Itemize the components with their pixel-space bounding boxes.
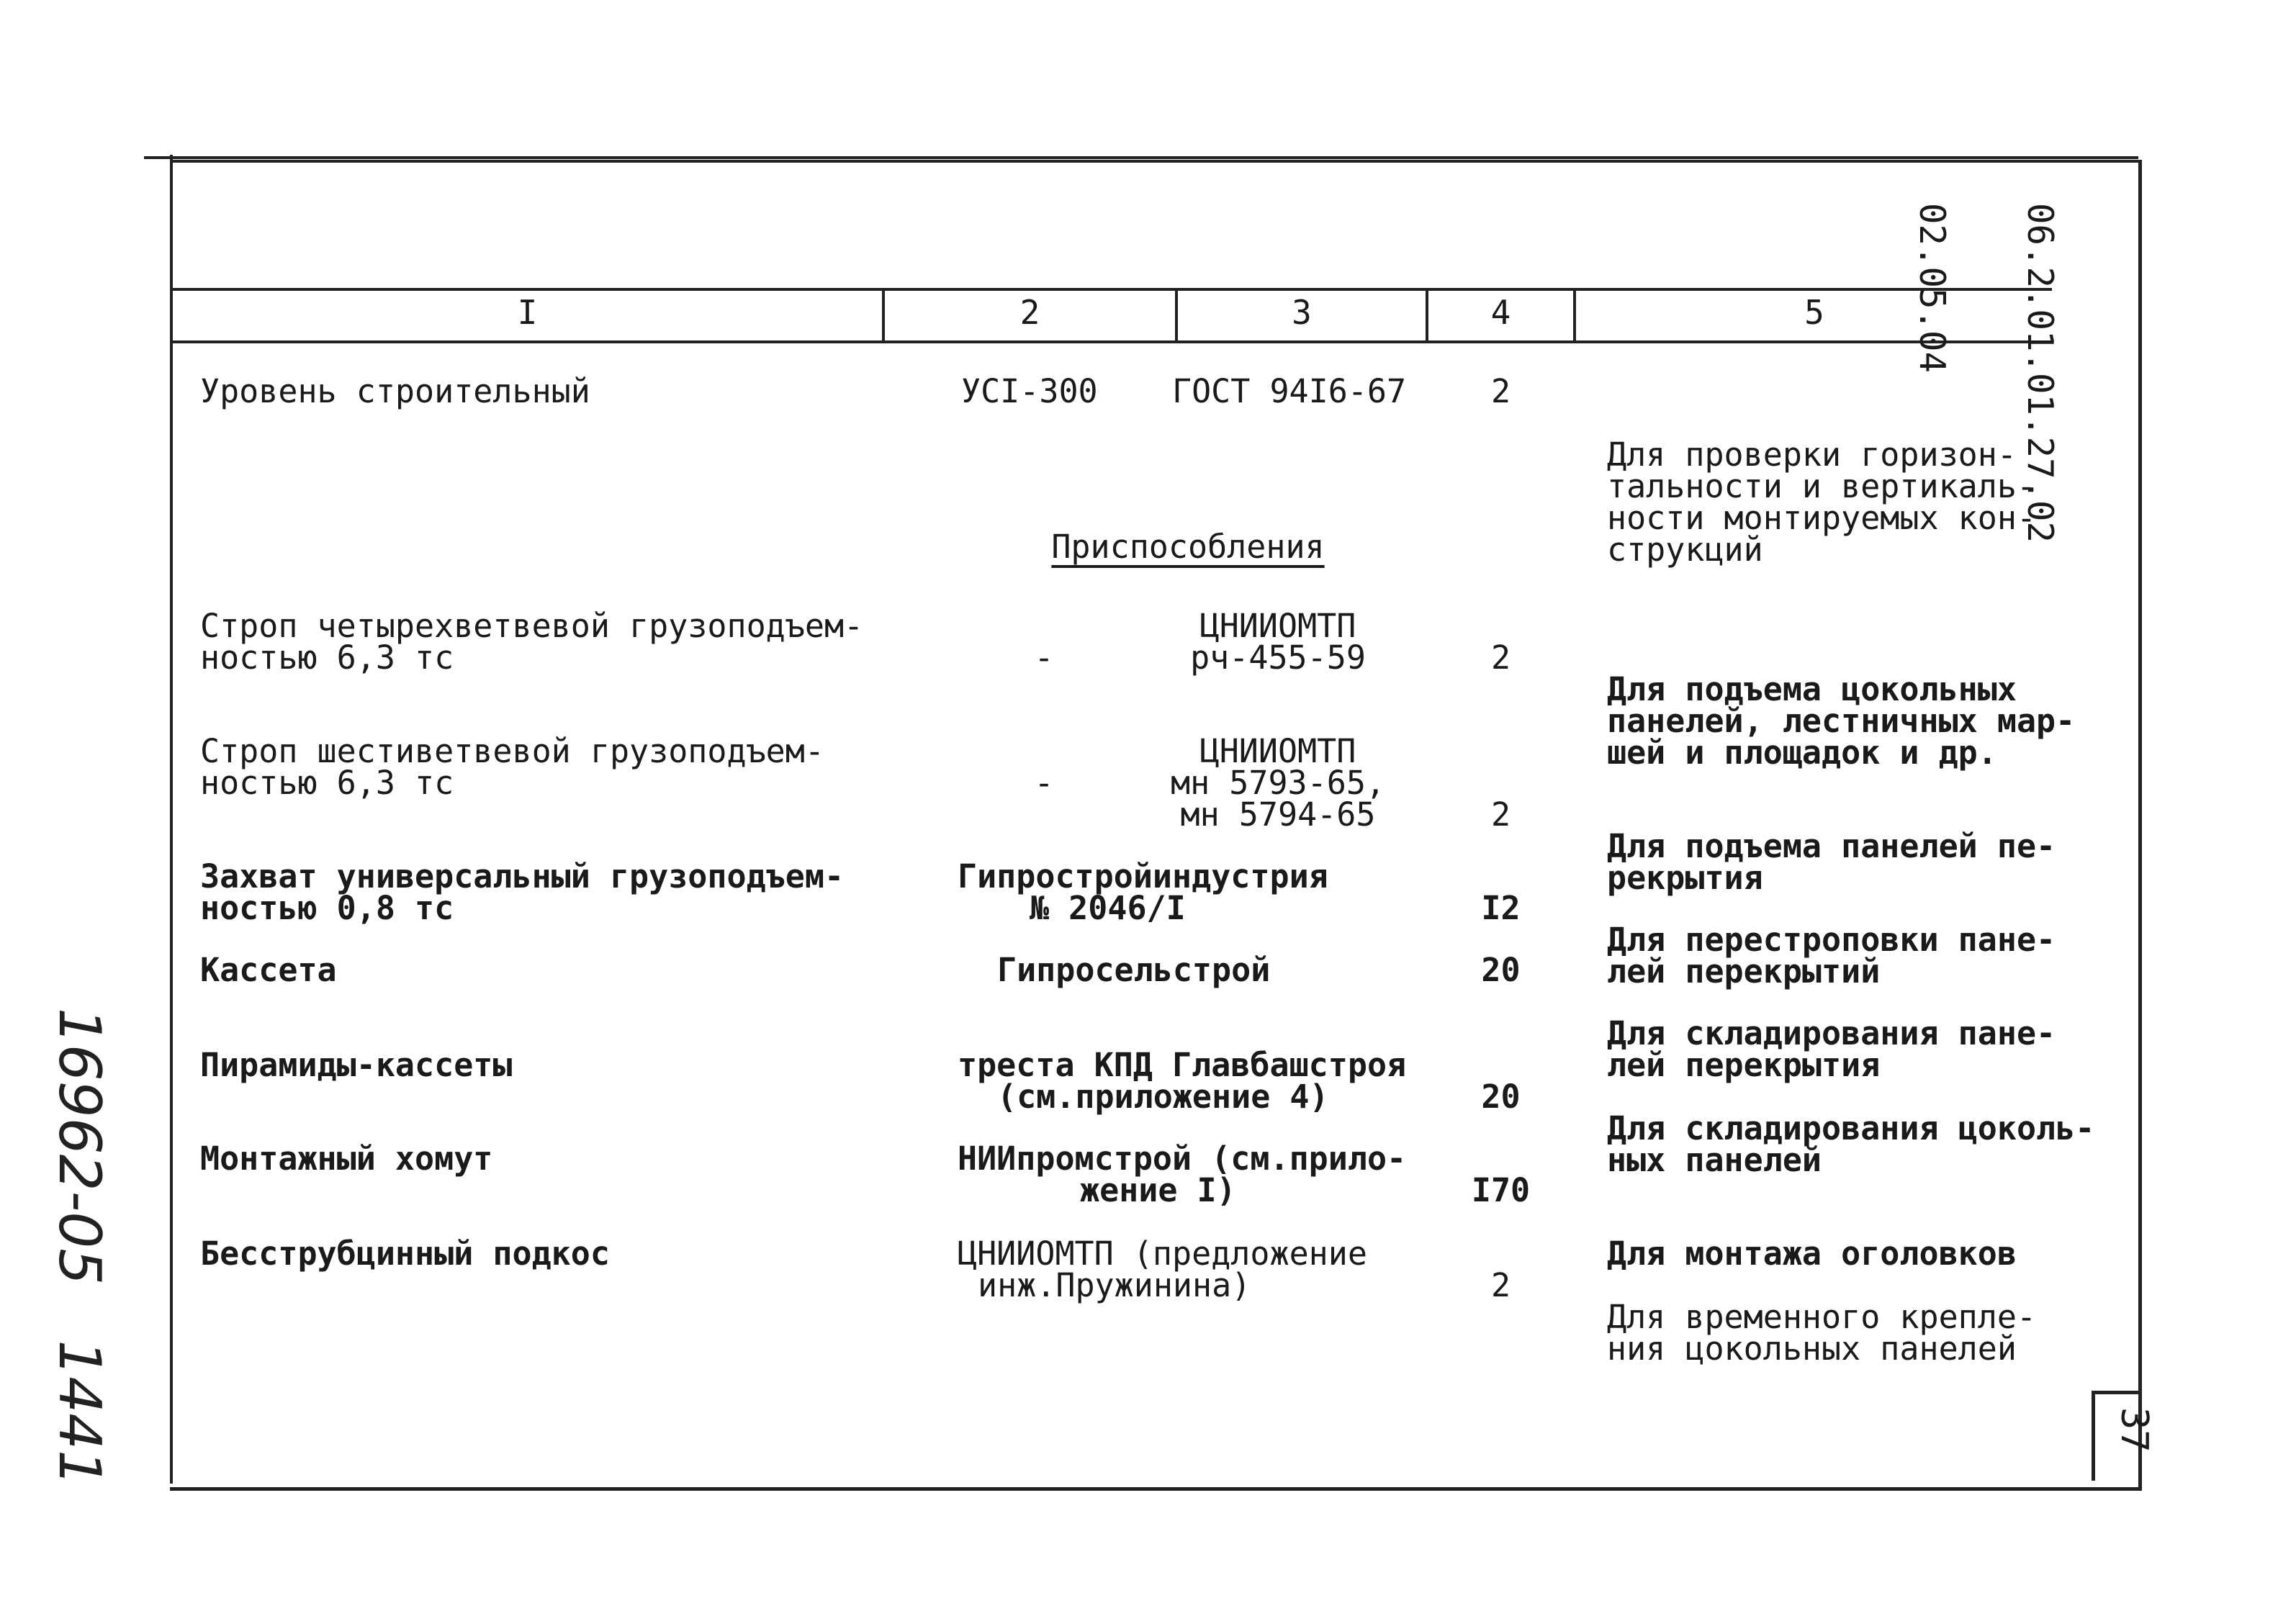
row-7-supplier: НИИпромстрой (см.прило- жение I) [958, 1139, 1407, 1209]
row-6-purpose: Для складирования цоколь- ных панелей [1607, 1109, 2095, 1179]
row-1-doc: ГОСТ 94I6-67 [1172, 372, 1407, 410]
row-2-name: Строп четырехветвевой грузоподъем- ностью 6,3 тс [200, 607, 864, 677]
row-1-name: Уровень строительный [200, 372, 590, 410]
row-3-name: Строп шестиветвевой грузоподъем- ностью 6,3 тс [200, 732, 824, 802]
top-rule [144, 156, 2138, 159]
row-8-qty: 2 [1490, 1266, 1511, 1304]
row-6-qty: 20 [1481, 1078, 1521, 1116]
header-col-1: I [517, 293, 538, 332]
row-8-name: Бесструбцинный подкос [200, 1234, 610, 1273]
archive-number: 16962-05 1441 [46, 1008, 113, 1487]
row-6-supplier: треста КПД Главбашстроя (см.приложение 4) [958, 1046, 1407, 1116]
row-3-purpose: Для подъема панелей пе- рекрытия [1607, 827, 2056, 897]
row-7-purpose: Для монтажа оголовков [1607, 1234, 2017, 1273]
row-4-supplier: Гипростройиндустрия № 2046/I [958, 857, 1328, 927]
header-col-4: 4 [1490, 293, 1511, 332]
document-code-line-2: 02.05.04 [1912, 203, 1953, 374]
row-2-doc: ЦНИИОМТП рч-455-59 [1190, 607, 1366, 677]
row-3-doc: ЦНИИОМТП мн 5793-65, мн 5794-65 [1170, 732, 1385, 834]
page-number-box [2092, 1391, 2156, 1481]
row-7-qty: I70 [1471, 1171, 1531, 1209]
row-3-mark: - [1034, 764, 1054, 802]
row-2-purpose: Для подъема цокольных панелей, лестничных мар- шей и площадок и др. [1607, 670, 2076, 772]
header-col-2: 2 [1019, 293, 1040, 332]
page-number: 37 [2112, 1407, 2156, 1453]
row-6-name: Пирамиды-кассеты [200, 1046, 513, 1084]
header-col-3: 3 [1292, 293, 1312, 332]
row-1-purpose: Для проверки горизон- тальности и вертикаль- ности монтируемых кон- струкций [1607, 435, 2037, 569]
row-1-qty: 2 [1490, 372, 1511, 410]
row-8-supplier: ЦНИИОМТП (предложение инж.Пружинина) [958, 1234, 1367, 1304]
header-bottom-rule [173, 340, 2052, 343]
row-5-qty: 20 [1481, 951, 1521, 989]
row-7-name: Монтажный хомут [200, 1139, 493, 1178]
row-3-qty: 2 [1490, 795, 1511, 834]
row-5-name: Кассета [200, 951, 337, 989]
row-2-mark: - [1034, 638, 1054, 677]
document-code-line-1: 06.2.01.01.27.02 [2020, 203, 2061, 543]
section-title: Приспособления [1051, 528, 1325, 566]
row-1-mark: УСI-300 [961, 372, 1098, 410]
row-4-qty: I2 [1481, 889, 1521, 927]
row-4-name: Захват универсальный грузоподъем- ностью 0,8 тс [200, 857, 845, 927]
header-top-rule [173, 288, 2052, 291]
header-col-5: 5 [1804, 293, 1824, 332]
row-4-purpose: Для перестроповки пане- лей перекрытий [1607, 921, 2056, 990]
row-5-supplier: Гипросельстрой [997, 951, 1271, 989]
row-2-qty: 2 [1490, 638, 1511, 677]
row-8-purpose: Для временного крепле- ния цокольных панелей [1607, 1298, 2037, 1368]
frame-left-edge [170, 155, 173, 1484]
row-5-purpose: Для складирования пане- лей перекрытия [1607, 1014, 2056, 1084]
